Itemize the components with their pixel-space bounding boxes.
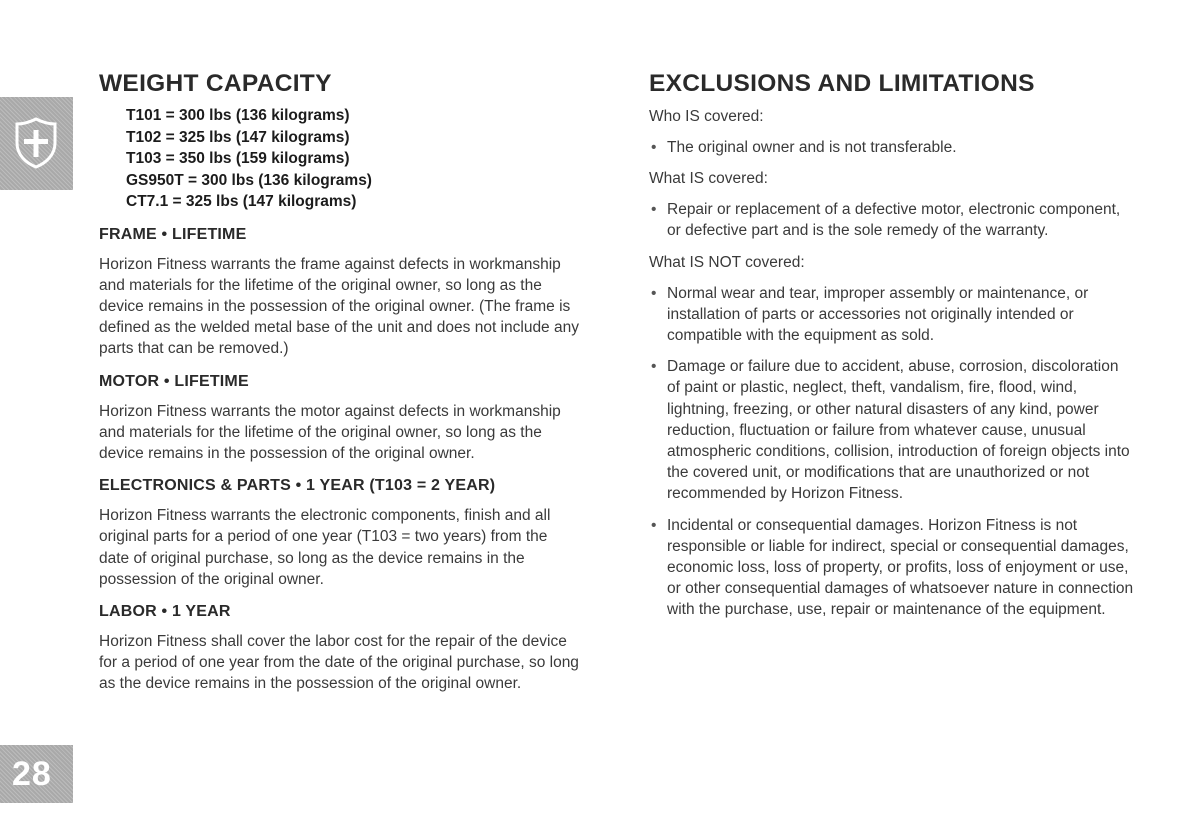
- electronics-body: Horizon Fitness warrants the electronic components, finish and all original parts for a period of one year (T103 = two years) from the date of original purchase, so long as the device remains in the possession of the original owner.: [99, 507, 551, 588]
- labor-heading: LABOR • 1 YEAR: [99, 602, 231, 620]
- weight-capacity-item: GS950T = 300 lbs (136 kilograms): [126, 171, 372, 189]
- page-number: 28: [12, 755, 52, 793]
- frame-heading: FRAME • LIFETIME: [99, 225, 247, 243]
- warranty-terms-column: [99, 70, 579, 695]
- not-covered-label: What IS NOT covered:: [649, 253, 805, 271]
- motor-heading: MOTOR • LIFETIME: [99, 372, 249, 390]
- who-covered-label: Who IS covered:: [649, 108, 764, 125]
- who-covered-list: [649, 137, 1134, 158]
- list-item: • Normal wear and tear, improper assembly or maintenance, or installation of parts or accessories not originally intended or compatible with the equipment as sold.: [649, 283, 1134, 347]
- list-item: • Repair or replacement of a defective motor, electronic component, or defective part and is the sole remedy of the warranty.: [649, 199, 1134, 241]
- weight-capacity-item: CT7.1 = 325 lbs (147 kilograms): [126, 193, 357, 210]
- section-tab: [0, 97, 73, 190]
- exclusions-title: EXCLUSIONS AND LIMITATIONS: [649, 70, 1035, 97]
- list-item: • Damage or failure due to accident, abuse, corrosion, discoloration of paint or plastic, neglect, theft, vandalism, fire, flood, wind, lightning, freezing, or other natural disasters of any kind, power reduction, fluctuation or failure from whatever cause, unusual atmospheric conditions, collision, introduction of foreign objects into the covered unit, or modifications that are unauthorized or not recommended by Horizon Fitness.: [649, 356, 1134, 504]
- what-covered-label: What IS covered:: [649, 170, 768, 188]
- what-covered-list: [649, 199, 1134, 241]
- weight-capacity-list: [99, 105, 579, 213]
- weight-capacity-item: T103 = 350 lbs (159 kilograms): [126, 150, 350, 167]
- labor-body: Horizon Fitness shall cover the labor cost for the repair of the device for a period of one year from the date of the original purchase, so long as the device remains in the possession of the original owner.: [99, 632, 579, 693]
- motor-body: Horizon Fitness warrants the motor against defects in workmanship and materials for the lifetime of the original owner, so long as the device remains in the possession of the original owner.: [99, 402, 561, 462]
- frame-body: Horizon Fitness warrants the frame against defects in workmanship and materials for the lifetime of the original owner, so long as the device remains in the possession of the original owner. (The frame is defined as the welded metal base of the unit and does not include any parts that can be removed.): [99, 255, 579, 358]
- list-item: • Incidental or consequential damages. Horizon Fitness is not responsible or liable for indirect, special or consequential damages, economic loss, loss of property, or profits, loss of enjoyment or use, or other consequential damages of whatsoever nature in connection with the purchase, use, repair or maintenance of the equipment.: [649, 515, 1134, 621]
- exclusions-column: [649, 70, 1134, 631]
- list-item: • The original owner and is not transferable.: [649, 137, 1134, 158]
- page-number-tab: [0, 745, 73, 803]
- weight-capacity-item: T101 = 300 lbs (136 kilograms): [126, 107, 350, 124]
- electronics-heading: ELECTRONICS & PARTS • 1 YEAR (T103 = 2 YEAR): [99, 477, 496, 495]
- weight-capacity-title: WEIGHT CAPACITY: [99, 70, 332, 97]
- weight-capacity-item: T102 = 325 lbs (147 kilograms): [126, 128, 350, 146]
- not-covered-list: [649, 283, 1134, 621]
- shield-cross-icon: [15, 117, 57, 169]
